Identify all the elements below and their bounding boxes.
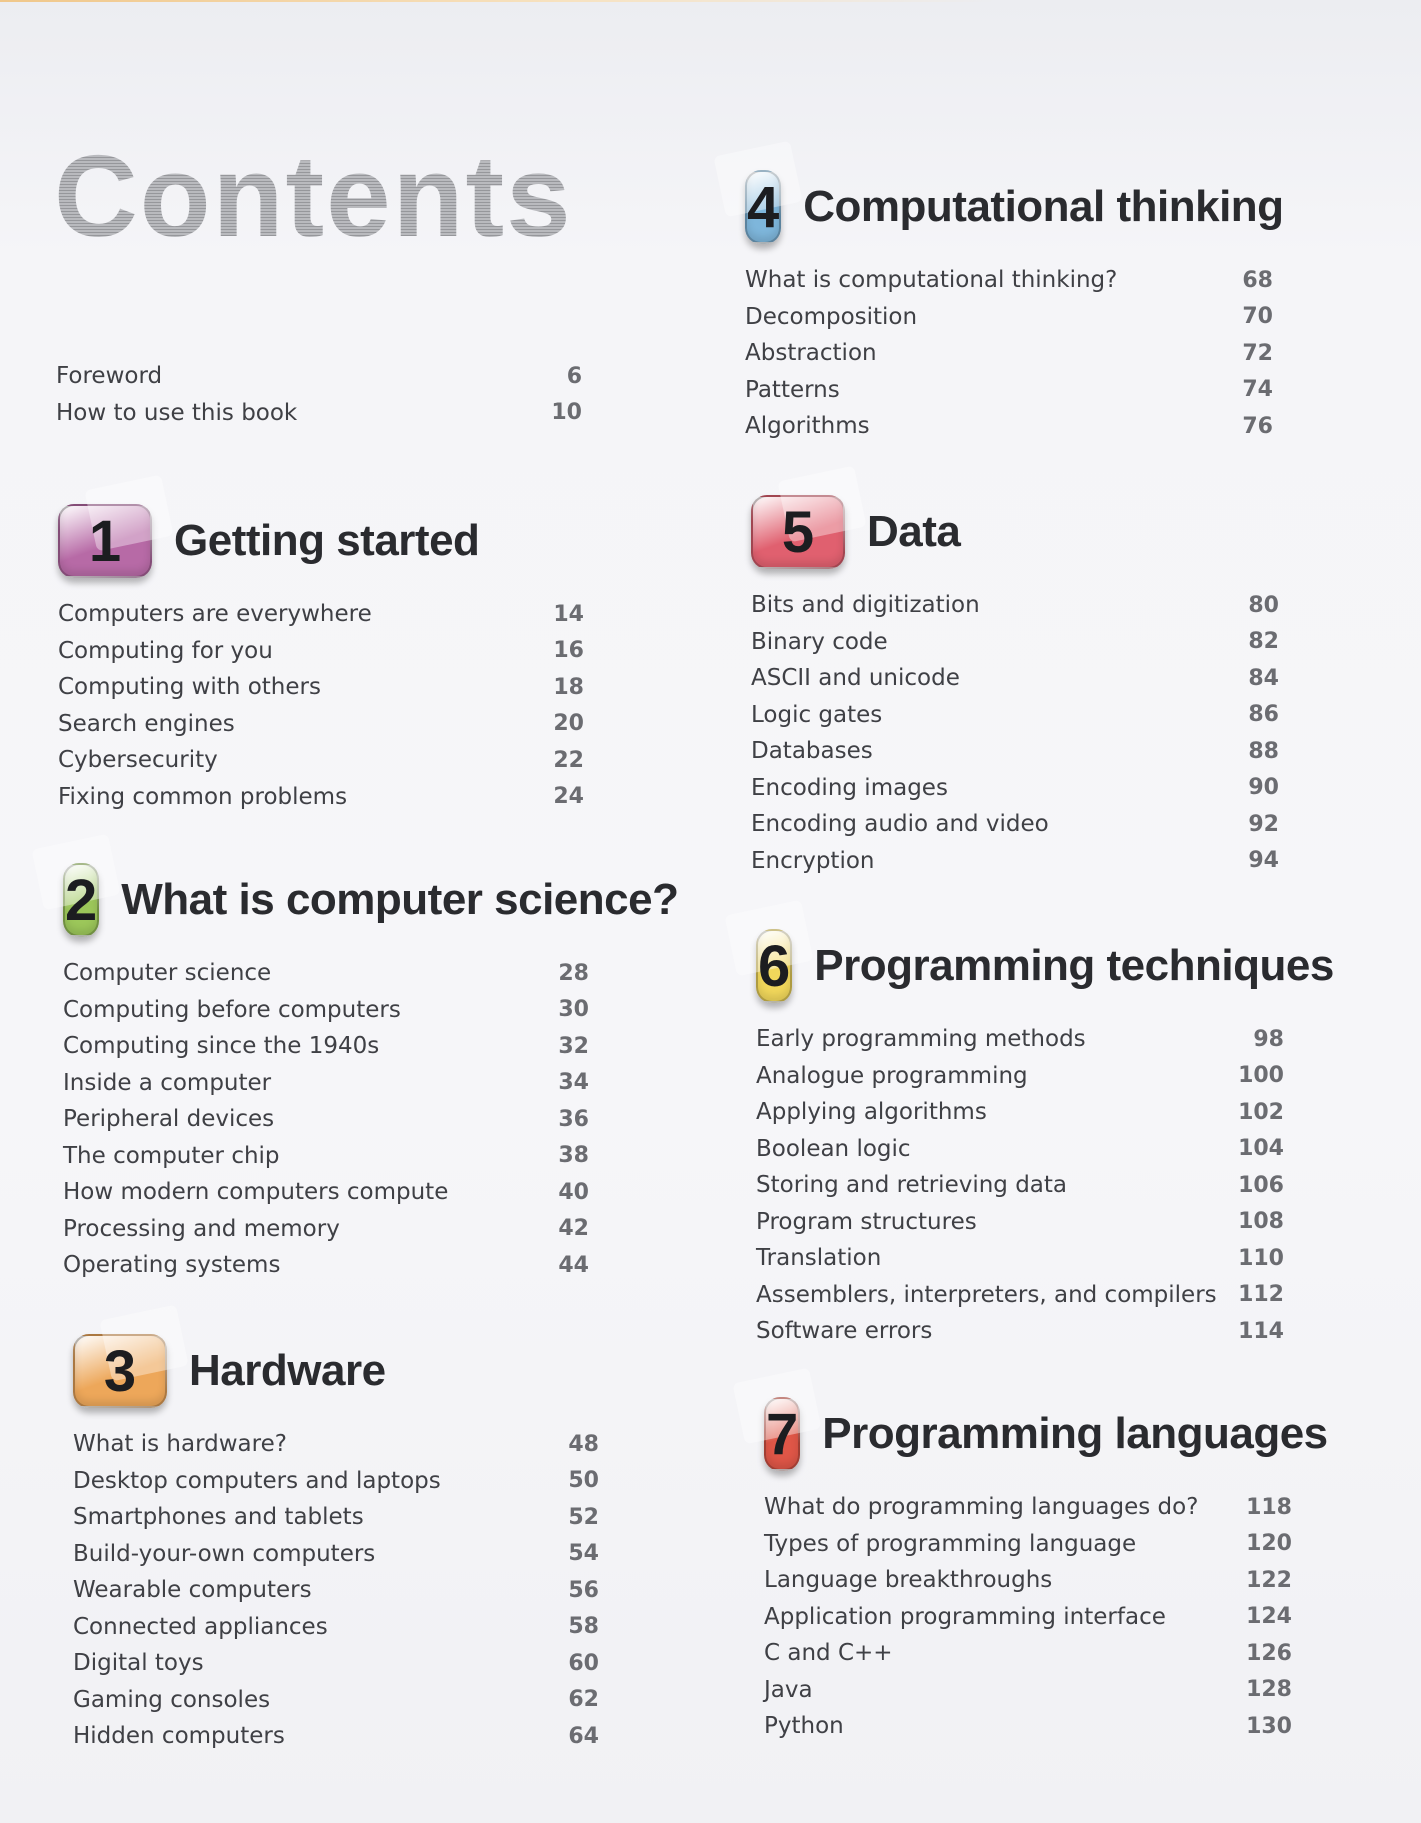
entry-page-number: 14: [553, 601, 584, 627]
chapter-entry-list: [745, 262, 1273, 445]
toc-entry[interactable]: [756, 1240, 1284, 1277]
entry-label: Program structures: [756, 1208, 977, 1235]
chapter-title: Programming languages: [822, 1409, 1328, 1458]
toc-entry[interactable]: [745, 262, 1273, 299]
entry-page-number: 32: [558, 1033, 589, 1059]
entry-label: ASCII and unicode: [751, 665, 960, 692]
toc-entry[interactable]: [756, 1204, 1284, 1241]
toc-entry[interactable]: [63, 992, 589, 1029]
page-title: Contents: [54, 131, 573, 261]
toc-entry[interactable]: [63, 1028, 589, 1065]
entry-label: Encryption: [751, 847, 875, 874]
chapter-title: Getting started: [174, 516, 480, 565]
toc-entry[interactable]: [63, 1174, 589, 1211]
chapter-number-badge: [764, 1397, 800, 1471]
toc-entry[interactable]: [751, 733, 1279, 770]
chapter-number: 6: [758, 933, 791, 999]
toc-entry[interactable]: [58, 706, 584, 743]
toc-entry[interactable]: [63, 1101, 589, 1138]
toc-entry[interactable]: [63, 1065, 589, 1102]
entry-label: Encoding audio and video: [751, 811, 1049, 838]
entry-page-number: 108: [1238, 1209, 1284, 1235]
entry-page-number: 130: [1246, 1713, 1292, 1739]
entry-label: Wearable computers: [73, 1577, 312, 1604]
chapter-number: 5: [781, 499, 815, 565]
chapter-section: [764, 1393, 1328, 1745]
toc-entry[interactable]: [73, 1463, 599, 1500]
chapter-number: 1: [88, 508, 122, 574]
chapter-entry-list: [73, 1426, 599, 1755]
entry-page-number: 20: [553, 711, 584, 737]
toc-entry[interactable]: [58, 633, 584, 670]
chapter-entry-list: [764, 1489, 1292, 1745]
toc-entry[interactable]: [751, 806, 1279, 843]
entry-label: What is computational thinking?: [745, 267, 1118, 294]
entry-label: What is hardware?: [73, 1431, 287, 1458]
toc-entry[interactable]: [764, 1635, 1292, 1672]
entry-label: Binary code: [751, 628, 888, 655]
entry-label: The computer chip: [63, 1142, 280, 1169]
entry-label: Boolean logic: [756, 1135, 911, 1162]
entry-label: Smartphones and tablets: [73, 1504, 364, 1531]
chapter-number-badge: [63, 863, 99, 937]
front-matter-list: [56, 358, 582, 431]
chapter-number-badge: [756, 929, 792, 1003]
front-matter: [56, 358, 582, 431]
entry-label: Translation: [756, 1245, 882, 1272]
entry-page-number: 106: [1238, 1172, 1284, 1198]
chapter-number: 7: [766, 1401, 799, 1467]
toc-entry[interactable]: [73, 1499, 599, 1536]
entry-page-number: 76: [1242, 413, 1273, 439]
entry-label: Fixing common problems: [58, 783, 348, 810]
entry-label: Computer science: [63, 960, 272, 987]
entry-page-number: 68: [1242, 267, 1273, 293]
entry-page-number: 36: [558, 1106, 589, 1132]
toc-entry[interactable]: [756, 1058, 1284, 1095]
entry-label: Inside a computer: [63, 1069, 272, 1096]
entry-label: Databases: [751, 738, 873, 765]
toc-entry[interactable]: [745, 372, 1273, 409]
chapter-number-badge: [751, 495, 845, 569]
toc-entry[interactable]: [73, 1645, 599, 1682]
entry-page-number: 88: [1248, 738, 1279, 764]
toc-entry[interactable]: [58, 596, 584, 633]
entry-page-number: 62: [568, 1687, 599, 1713]
chapter-number-badge: [745, 170, 781, 244]
toc-entry[interactable]: [751, 697, 1279, 734]
entry-label: Storing and retrieving data: [756, 1172, 1068, 1199]
entry-label: Applying algorithms: [756, 1099, 987, 1126]
toc-entry[interactable]: [73, 1609, 599, 1646]
chapter-section: [58, 500, 584, 815]
entry-page-number: 100: [1238, 1063, 1284, 1089]
toc-entry[interactable]: [751, 843, 1279, 880]
entry-page-number: 98: [1253, 1026, 1284, 1052]
entry-page-number: 114: [1238, 1318, 1284, 1344]
entry-page-number: 72: [1242, 340, 1273, 366]
entry-label: Encoding images: [751, 774, 948, 801]
toc-entry[interactable]: [756, 1094, 1284, 1131]
entry-label: Operating systems: [63, 1252, 281, 1279]
entry-page-number: 54: [568, 1541, 599, 1567]
entry-label: Algorithms: [745, 413, 870, 440]
entry-label: Computers are everywhere: [58, 601, 372, 628]
entry-label: Java: [764, 1676, 813, 1703]
entry-page-number: 18: [553, 674, 584, 700]
toc-entry[interactable]: [73, 1536, 599, 1573]
chapter-section: [63, 859, 679, 1284]
entry-page-number: 120: [1246, 1531, 1292, 1557]
entry-label: Cybersecurity: [58, 747, 218, 774]
toc-entry[interactable]: [58, 669, 584, 706]
entry-label: Decomposition: [745, 303, 918, 330]
toc-entry[interactable]: [764, 1562, 1292, 1599]
entry-label: Build-your-own computers: [73, 1540, 376, 1567]
entry-page-number: 82: [1248, 629, 1279, 655]
entry-page-number: 48: [568, 1431, 599, 1457]
entry-page-number: 128: [1246, 1677, 1292, 1703]
entry-label: Peripheral devices: [63, 1106, 275, 1133]
entry-page-number: 22: [553, 747, 584, 773]
entry-label: How to use this book: [56, 399, 298, 426]
entry-page-number: 80: [1248, 592, 1279, 618]
toc-entry[interactable]: [745, 299, 1273, 336]
entry-page-number: 38: [558, 1143, 589, 1169]
chapter-number: 3: [103, 1338, 137, 1404]
chapter-entry-list: [58, 596, 584, 815]
chapter-heading[interactable]: [745, 166, 1284, 248]
entry-label: Analogue programming: [756, 1062, 1028, 1089]
toc-entry[interactable]: [756, 1131, 1284, 1168]
entry-page-number: 84: [1248, 665, 1279, 691]
entry-page-number: 74: [1242, 377, 1273, 403]
entry-page-number: 102: [1238, 1099, 1284, 1125]
entry-page-number: 42: [558, 1216, 589, 1242]
entry-page-number: 10: [551, 400, 582, 426]
entry-label: Gaming consoles: [73, 1686, 271, 1713]
toc-entry[interactable]: [58, 779, 584, 816]
toc-entry[interactable]: [751, 770, 1279, 807]
chapter-heading[interactable]: [73, 1330, 599, 1412]
toc-entry[interactable]: [764, 1708, 1292, 1745]
entry-page-number: 112: [1238, 1282, 1284, 1308]
entry-page-number: 16: [553, 638, 584, 664]
entry-page-number: 28: [558, 960, 589, 986]
chapter-title: Data: [867, 507, 961, 556]
entry-label: Computing for you: [58, 637, 273, 664]
entry-page-number: 104: [1238, 1136, 1284, 1162]
entry-label: Abstraction: [745, 340, 877, 367]
toc-entry[interactable]: [756, 1277, 1284, 1314]
toc-entry[interactable]: [745, 335, 1273, 372]
toc-entry[interactable]: [764, 1489, 1292, 1526]
entry-label: Foreword: [56, 363, 163, 390]
entry-page-number: 70: [1242, 304, 1273, 330]
entry-page-number: 64: [568, 1723, 599, 1749]
chapter-heading[interactable]: [63, 859, 679, 941]
entry-page-number: 52: [568, 1504, 599, 1530]
entry-page-number: 50: [568, 1468, 599, 1494]
entry-label: Computing since the 1940s: [63, 1033, 380, 1060]
chapter-entry-list: [756, 1021, 1284, 1350]
entry-label: How modern computers compute: [63, 1179, 449, 1206]
entry-label: Assemblers, interpreters, and compilers: [756, 1281, 1217, 1308]
chapter-number-badge: [73, 1334, 167, 1408]
entry-label: Search engines: [58, 710, 235, 737]
chapter-heading[interactable]: [764, 1393, 1328, 1475]
chapter-section: [73, 1330, 599, 1755]
chapter-number-badge: [58, 504, 152, 578]
top-accent-line: [0, 0, 1421, 2]
entry-page-number: 40: [558, 1179, 589, 1205]
chapter-section: [745, 166, 1284, 445]
entry-label: Application programming interface: [764, 1603, 1166, 1630]
entry-page-number: 90: [1248, 775, 1279, 801]
entry-label: Logic gates: [751, 701, 883, 728]
chapter-title: Hardware: [189, 1346, 386, 1395]
chapter-section: [756, 925, 1334, 1350]
entry-label: Patterns: [745, 376, 840, 403]
chapter-heading[interactable]: [756, 925, 1334, 1007]
entry-page-number: 60: [568, 1650, 599, 1676]
entry-page-number: 124: [1246, 1604, 1292, 1630]
entry-label: Connected appliances: [73, 1613, 328, 1640]
toc-entry[interactable]: [764, 1599, 1292, 1636]
toc-entry[interactable]: [73, 1426, 599, 1463]
entry-label: Language breakthroughs: [764, 1567, 1053, 1594]
chapter-entry-list: [63, 955, 589, 1284]
toc-entry[interactable]: [756, 1313, 1284, 1350]
entry-page-number: 110: [1238, 1245, 1284, 1271]
entry-label: Python: [764, 1713, 844, 1740]
toc-entry[interactable]: [756, 1021, 1284, 1058]
toc-entry[interactable]: [764, 1672, 1292, 1709]
entry-page-number: 122: [1246, 1567, 1292, 1593]
entry-page-number: 94: [1248, 848, 1279, 874]
entry-label: Desktop computers and laptops: [73, 1467, 441, 1494]
toc-entry[interactable]: [73, 1572, 599, 1609]
chapter-heading[interactable]: [751, 491, 1279, 573]
toc-entry[interactable]: [751, 624, 1279, 661]
entry-label: Processing and memory: [63, 1215, 340, 1242]
chapter-title: Programming techniques: [814, 941, 1334, 990]
entry-label: Digital toys: [73, 1650, 204, 1677]
entry-page-number: 126: [1246, 1640, 1292, 1666]
toc-entry[interactable]: [73, 1718, 599, 1755]
toc-entry[interactable]: [73, 1682, 599, 1719]
toc-entry[interactable]: [63, 1138, 589, 1175]
toc-entry[interactable]: [56, 358, 582, 395]
entry-label: Hidden computers: [73, 1723, 285, 1750]
chapter-title: What is computer science?: [121, 875, 679, 924]
chapter-title: Computational thinking: [803, 182, 1284, 231]
entry-page-number: 86: [1248, 702, 1279, 728]
entry-page-number: 44: [558, 1252, 589, 1278]
entry-label: Bits and digitization: [751, 592, 980, 619]
entry-page-number: 92: [1248, 811, 1279, 837]
chapter-number: 4: [747, 174, 780, 240]
entry-page-number: 118: [1246, 1494, 1292, 1520]
entry-page-number: 6: [566, 363, 582, 389]
entry-label: Computing before computers: [63, 996, 401, 1023]
toc-entry[interactable]: [56, 395, 582, 432]
chapter-section: [751, 491, 1279, 879]
toc-entry[interactable]: [58, 742, 584, 779]
toc-entry[interactable]: [63, 1211, 589, 1248]
toc-entry[interactable]: [63, 955, 589, 992]
toc-entry[interactable]: [764, 1526, 1292, 1563]
chapter-number: 2: [65, 867, 98, 933]
chapter-heading[interactable]: [58, 500, 584, 582]
entry-page-number: 56: [568, 1577, 599, 1603]
chapter-entry-list: [751, 587, 1279, 879]
entry-label: Computing with others: [58, 674, 321, 701]
toc-entry[interactable]: [751, 587, 1279, 624]
toc-entry[interactable]: [63, 1247, 589, 1284]
entry-label: What do programming languages do?: [764, 1494, 1199, 1521]
entry-page-number: 30: [558, 997, 589, 1023]
entry-label: Software errors: [756, 1318, 933, 1345]
entry-page-number: 34: [558, 1070, 589, 1096]
entry-page-number: 24: [553, 784, 584, 810]
entry-label: C and C++: [764, 1640, 893, 1667]
entry-page-number: 58: [568, 1614, 599, 1640]
toc-entry[interactable]: [751, 660, 1279, 697]
entry-label: Early programming methods: [756, 1026, 1086, 1053]
toc-entry[interactable]: [745, 408, 1273, 445]
toc-entry[interactable]: [756, 1167, 1284, 1204]
entry-label: Types of programming language: [764, 1530, 1137, 1557]
